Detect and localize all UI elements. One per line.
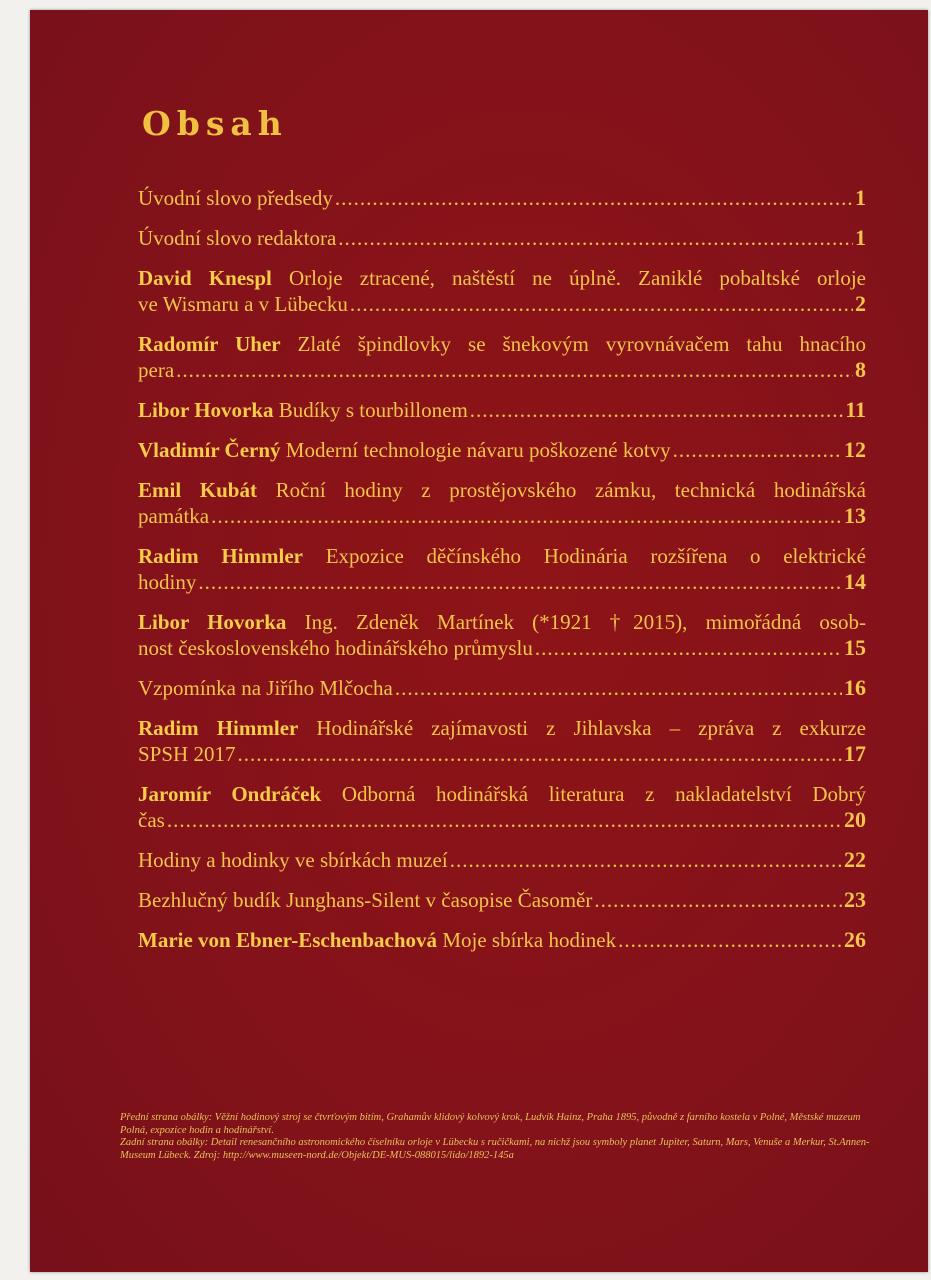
entry-title-continued: nost československého hodinářského průmyslu bbox=[138, 636, 533, 660]
entry-author: Vladimír Černý bbox=[138, 438, 281, 462]
entry-author: Emil Kubát bbox=[138, 478, 257, 502]
entry-line bbox=[138, 437, 866, 463]
entry-line bbox=[138, 887, 866, 913]
entry-text bbox=[138, 478, 866, 502]
entry-title: Vzpomínka na Jiřího Mlčocha bbox=[138, 676, 393, 700]
dot-leader bbox=[335, 185, 853, 211]
entry-text bbox=[138, 847, 448, 873]
dot-leader bbox=[594, 887, 842, 913]
page-number: 1 bbox=[855, 225, 866, 250]
toc-entry bbox=[138, 543, 866, 595]
page-number: 14 bbox=[844, 569, 866, 594]
entry-author: Marie von Ebner-Eschenbachová bbox=[138, 928, 438, 952]
entry-text bbox=[138, 437, 671, 463]
dot-leader bbox=[673, 437, 842, 463]
dot-leader bbox=[350, 291, 853, 317]
entry-title: Hodiny a hodinky ve sbírkách muzeí bbox=[138, 848, 448, 872]
toc-entry bbox=[138, 225, 866, 251]
entry-line bbox=[138, 225, 866, 251]
page-number: 17 bbox=[844, 741, 866, 766]
entry-title: Moderní technologie návaru poškozené kotvy bbox=[285, 438, 671, 462]
entry-author: Libor Hovorka bbox=[138, 610, 287, 634]
entry-line bbox=[138, 397, 866, 423]
entry-title: Expozice děčínského Hodinária rozšířena o elektrické bbox=[325, 544, 866, 568]
dot-leader bbox=[211, 503, 842, 529]
entry-first-line bbox=[138, 715, 866, 741]
entry-text bbox=[138, 397, 468, 423]
toc-entry bbox=[138, 331, 866, 383]
entry-title-continued: památka bbox=[138, 504, 210, 528]
page-number: 15 bbox=[844, 635, 866, 660]
entry-text bbox=[138, 332, 866, 356]
entry-first-line bbox=[138, 477, 866, 503]
entry-text bbox=[138, 675, 393, 701]
entry-text bbox=[138, 610, 866, 634]
toc-entry bbox=[138, 609, 866, 661]
entry-title: Roční hodiny z prostějovského zámku, technická hodinářská bbox=[275, 478, 866, 502]
dot-leader bbox=[198, 569, 842, 595]
cover-credits bbox=[120, 1112, 880, 1162]
entry-title-continued: čas bbox=[138, 808, 165, 832]
entry-line bbox=[138, 185, 866, 211]
toc-entry bbox=[138, 437, 866, 463]
entry-line bbox=[138, 927, 866, 953]
entry-text bbox=[138, 927, 616, 953]
entry-first-line bbox=[138, 543, 866, 569]
entry-second-line bbox=[138, 807, 866, 833]
entry-first-line bbox=[138, 781, 866, 807]
entry-title: Bezhlučný budík Junghans-Silent v časopise Časoměr bbox=[138, 888, 593, 912]
toc-entry bbox=[138, 847, 866, 873]
front-cover-credit: Přední strana obálky: Věžní hodinový stroj se čtvrťovým bitím, Grahamův klidový kolvový krok, Ludvík Hainz, Praha 1895, původně z farního kostela v Polné, Městské muzeum Polná, expozice hodin a hodinářství. bbox=[120, 1112, 861, 1136]
toc-entry bbox=[138, 887, 866, 913]
entry-first-line bbox=[138, 609, 866, 635]
page-number: 1 bbox=[855, 185, 866, 210]
entry-title: Zlaté špindlovky se šnekovým vyrovnávačem tahu hnacího bbox=[297, 332, 867, 356]
page-number: 20 bbox=[844, 807, 866, 832]
contents-page bbox=[30, 10, 928, 1272]
entry-text bbox=[138, 716, 866, 740]
dot-leader bbox=[618, 927, 842, 953]
toc-entry bbox=[138, 781, 866, 833]
entry-second-line bbox=[138, 569, 866, 595]
toc-entry bbox=[138, 927, 866, 953]
dot-leader bbox=[167, 807, 842, 833]
entry-text bbox=[138, 887, 592, 913]
page-number: 2 bbox=[855, 291, 866, 316]
entry-title: Úvodní slovo redaktora bbox=[138, 226, 337, 250]
dot-leader bbox=[450, 847, 842, 873]
page-title: Obsah bbox=[142, 104, 288, 143]
entry-title: Budíky s tourbillonem bbox=[278, 398, 468, 422]
entry-second-line bbox=[138, 503, 866, 529]
page-number: 16 bbox=[844, 675, 866, 700]
dot-leader bbox=[237, 741, 842, 767]
dot-leader bbox=[470, 397, 843, 423]
table-of-contents bbox=[138, 185, 866, 967]
entry-author: Radim Himmler bbox=[138, 544, 304, 568]
entry-author: Radomír Uher bbox=[138, 332, 281, 356]
dot-leader bbox=[535, 635, 842, 661]
toc-entry bbox=[138, 477, 866, 529]
entry-second-line bbox=[138, 741, 866, 767]
entry-author: Jaromír Ondráček bbox=[138, 782, 322, 806]
page-number: 22 bbox=[844, 847, 866, 872]
entry-title-continued: ve Wismaru a v Lübecku bbox=[138, 292, 348, 316]
dot-leader bbox=[395, 675, 842, 701]
entry-text bbox=[138, 544, 866, 568]
page-number: 23 bbox=[844, 887, 866, 912]
toc-entry bbox=[138, 675, 866, 701]
toc-entry bbox=[138, 265, 866, 317]
entry-second-line bbox=[138, 291, 866, 317]
entry-text bbox=[138, 782, 866, 806]
page-number: 26 bbox=[844, 927, 866, 952]
entry-title: Odborná hodinářská literatura z nakladatelství Dobrý bbox=[341, 782, 867, 806]
entry-title: Úvodní slovo předsedy bbox=[138, 186, 333, 210]
entry-text bbox=[138, 185, 333, 211]
entry-title-continued: pera bbox=[138, 358, 175, 382]
entry-title-continued: SPSH 2017 bbox=[138, 742, 236, 766]
entry-title: Orloje ztracené, naštěstí ne úplně. Zaniklé pobaltské orloje bbox=[288, 266, 867, 290]
toc-entry bbox=[138, 185, 866, 211]
entry-author: Radim Himmler bbox=[138, 716, 299, 740]
entry-author: Libor Hovorka bbox=[138, 398, 274, 422]
page-number: 12 bbox=[844, 437, 866, 462]
entry-line bbox=[138, 847, 866, 873]
entry-title: Ing. Zdeněk Martínek (*1921 †2015), mimořádná osob- bbox=[304, 610, 867, 634]
entry-first-line bbox=[138, 331, 866, 357]
entry-text bbox=[138, 225, 336, 251]
entry-first-line bbox=[138, 265, 866, 291]
page-number: 11 bbox=[845, 397, 866, 422]
entry-title: Moje sbírka hodinek bbox=[442, 928, 617, 952]
entry-second-line bbox=[138, 357, 866, 383]
entry-text bbox=[138, 266, 866, 290]
toc-entry bbox=[138, 397, 866, 423]
toc-entry bbox=[138, 715, 866, 767]
entry-title: Hodinářské zajímavosti z Jihlavska – zpráva z exkurze bbox=[316, 716, 866, 740]
dot-leader bbox=[176, 357, 853, 383]
page-number: 13 bbox=[844, 503, 866, 528]
entry-line bbox=[138, 675, 866, 701]
back-cover-credit: Zadní strana obálky: Detail renesančního astronomického číselníku orloje v Lübecku s ručičkami, na nichž jsou symboly planet Jupiter, Saturn, Mars, Venuše a Merkur, St.Annen-Museum Lübeck. Zdroj: http://www.museen-nord.de/Objekt/DE-MUS-088015/lido/1892-145a bbox=[120, 1137, 870, 1161]
entry-author: David Knespl bbox=[138, 266, 272, 290]
entry-title-continued: hodiny bbox=[138, 570, 197, 594]
dot-leader bbox=[338, 225, 853, 251]
page-number: 8 bbox=[855, 357, 866, 382]
entry-second-line bbox=[138, 635, 866, 661]
